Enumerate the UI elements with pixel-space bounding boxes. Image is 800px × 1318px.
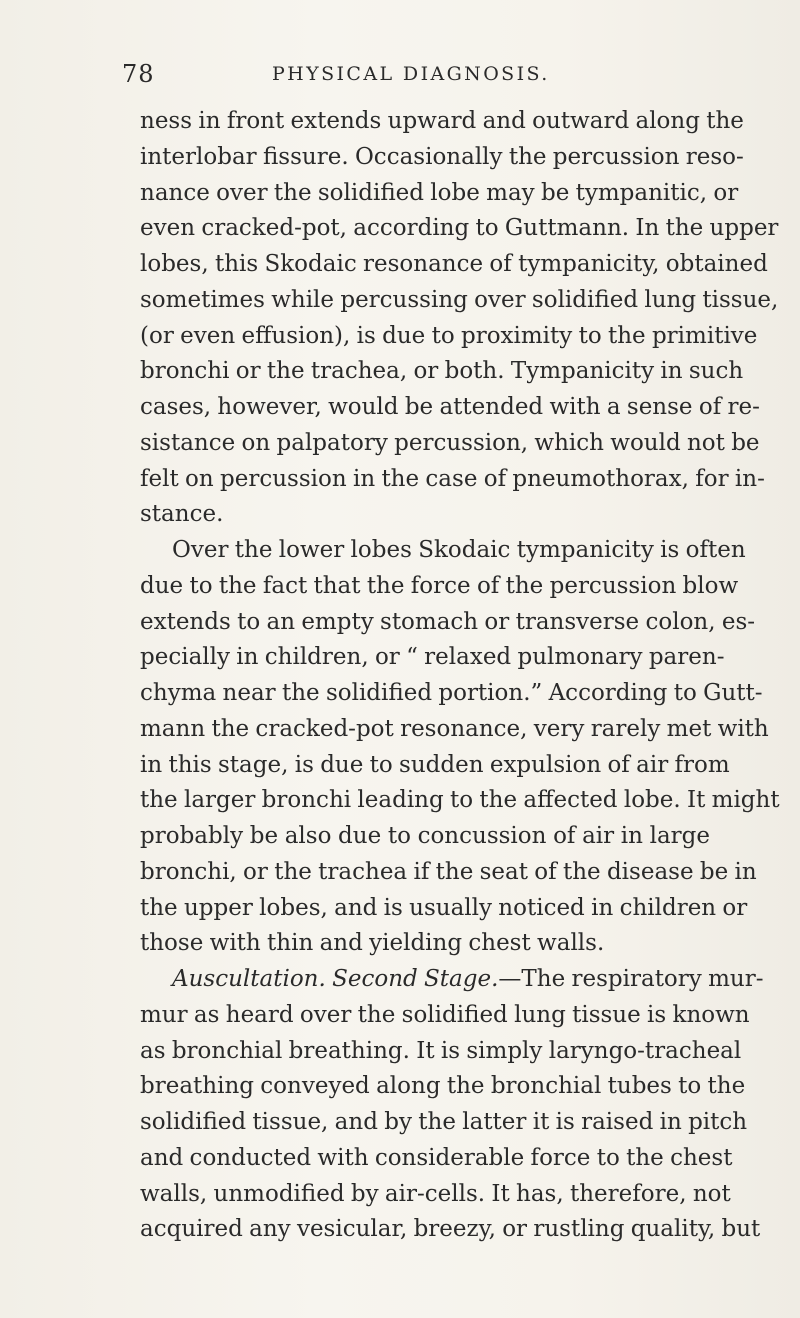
text-line: nance over the solidified lobe may be tympanitic, or: [140, 179, 739, 206]
text-line: acquired any vesicular, breezy, or rustling quality, but: [140, 1216, 761, 1243]
section-heading-continuation: —The respiratory mur-: [498, 966, 764, 992]
running-title: PHYSICAL DIAGNOSIS.: [272, 63, 550, 85]
text-line: due to the fact that the force of the percussion blow: [140, 572, 739, 599]
section-heading: Auscultation. Second Stage.: [172, 966, 499, 992]
text-line: (or even effusion), is due to proximity to the primitive: [140, 322, 758, 349]
text-line: the upper lobes, and is usually noticed in children or: [140, 894, 748, 921]
page-number: 78: [122, 60, 155, 88]
text-line: ness in front extends upward and outward along the: [140, 108, 744, 134]
text-line: in this stage, is due to sudden expulsion of air from: [140, 751, 730, 778]
text-line: cases, however, would be attended with a sense of re-: [140, 394, 760, 420]
text-line: those with thin and yielding chest walls.: [140, 930, 605, 957]
text-line: bronchi, or the trachea if the seat of the disease be in: [140, 858, 757, 885]
section-heading-line: [140, 962, 764, 998]
running-head: [122, 60, 702, 100]
text-line: felt on percussion in the case of pneumothorax, for in-: [140, 465, 765, 492]
text-line: breathing conveyed along the bronchial tubes to the: [140, 1073, 746, 1100]
text-line: extends to an empty stomach or transverse colon, es-: [140, 608, 756, 635]
text-line: walls, unmodified by air-cells. It has, therefore, not: [140, 1180, 731, 1207]
paragraph-start-line: Over the lower lobes Skodaic tympanicity is often: [172, 537, 746, 563]
text-line: even cracked-pot, according to Guttmann. In the upper: [140, 215, 779, 242]
text-line: pecially in children, or “ relaxed pulmonary paren-: [140, 644, 725, 671]
text-line: as bronchial breathing. It is simply laryngo-tracheal: [140, 1037, 742, 1064]
text-line: chyma near the solidified portion.” According to Gutt-: [140, 680, 763, 706]
text-line: sistance on palpatory percussion, which would not be: [140, 429, 760, 456]
text-line: the larger bronchi leading to the affected lobe. It might: [140, 787, 780, 814]
text-line: and conducted with considerable force to the chest: [140, 1144, 733, 1171]
text-line: solidified tissue, and by the latter it is raised in pitch: [140, 1109, 748, 1135]
text-line: mann the cracked-pot resonance, very rarely met with: [140, 715, 769, 742]
text-line: probably be also due to concussion of air in large: [140, 823, 710, 849]
text-line: stance.: [140, 501, 224, 528]
text-line: lobes, this Skodaic resonance of tympanicity, obtained: [140, 251, 768, 277]
text-line: sometimes while percussing over solidified lung tissue,: [140, 286, 779, 313]
text-line: mur as heard over the solidified lung tissue is known: [140, 1001, 750, 1028]
text-line: interlobar fissure. Occasionally the percussion reso-: [140, 143, 744, 170]
body-text: [140, 104, 780, 1248]
text-line: bronchi or the trachea, or both. Tympanicity in such: [140, 358, 744, 385]
